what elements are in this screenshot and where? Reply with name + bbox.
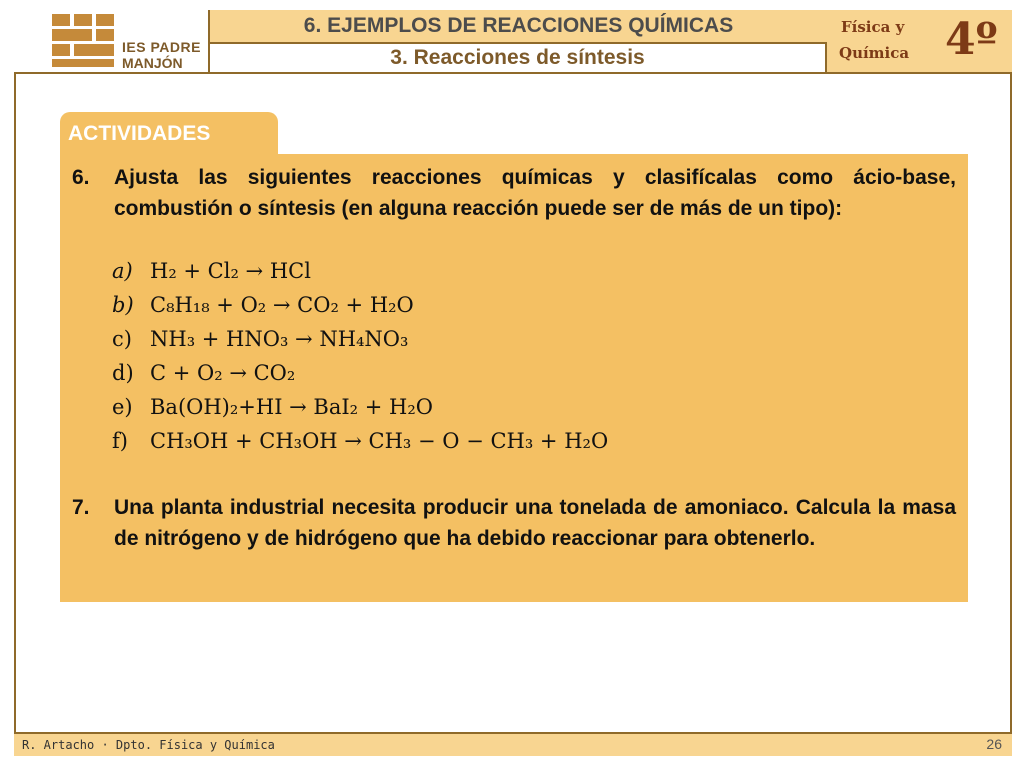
reaction-label: b): [112, 293, 134, 317]
activities-panel: [60, 154, 968, 602]
logo-text-line1: IES PADRE: [122, 39, 201, 55]
question-6: [72, 162, 956, 258]
subject-badge: [827, 10, 1012, 74]
reaction-b: [112, 288, 414, 322]
footer-author: R. Artacho · Dpto. Física y Química: [22, 738, 275, 752]
page-number: 26: [986, 736, 1002, 752]
reaction-equation: H₂ + Cl₂ → HCl: [150, 259, 311, 283]
reaction-label: e): [112, 395, 133, 419]
reaction-d: [112, 356, 296, 390]
question-text: Ajusta las siguientes reacciones químicas y clasifícalas como ácio-base, combustión o síntesis (en alguna reacción puede ser de más de un tipo):: [114, 166, 956, 220]
reaction-equation: C + O₂ → CO₂: [150, 361, 296, 385]
page-subtitle: 3. Reacciones de síntesis: [390, 46, 645, 69]
question-number: 7.: [72, 496, 90, 519]
reaction-f: [112, 424, 609, 458]
activities-tab: [60, 112, 278, 158]
reaction-equation: Ba(OH)₂+HI → BaI₂ + H₂O: [150, 395, 433, 419]
page-title: 6. EJEMPLOS DE REACCIONES QUÍMICAS: [303, 14, 734, 37]
reaction-label: c): [112, 327, 132, 351]
subject-line1: Física y: [841, 18, 905, 36]
grade-label: 4º: [945, 14, 998, 65]
footer: [14, 732, 1012, 756]
subtitle-bar: [210, 44, 827, 74]
reaction-label: f): [112, 429, 128, 453]
reaction-label: a): [112, 259, 133, 283]
reaction-equation: C₈H₁₈ + O₂ → CO₂ + H₂O: [150, 293, 414, 317]
logo-grid-icon: [52, 14, 118, 70]
question-number: 6.: [72, 166, 90, 189]
reaction-equation: NH₃ + HNO₃ → NH₄NO₃: [150, 327, 409, 351]
reaction-equation: CH₃OH + CH₃OH → CH₃ − O − CH₃ + H₂O: [150, 429, 609, 453]
school-logo: [14, 10, 210, 74]
subject-line2: Química: [839, 44, 910, 62]
reaction-a: [112, 254, 311, 288]
question-text: Una planta industrial necesita producir una tonelada de amoniaco. Calcula la masa de nitrógeno y de hidrógeno que ha debido reaccionar para obtenerlo.: [114, 496, 956, 550]
logo-text-line2: MANJÓN: [122, 55, 183, 71]
question-7: [72, 492, 956, 588]
reaction-e: [112, 390, 433, 424]
title-bar: [210, 10, 827, 44]
reaction-c: [112, 322, 409, 356]
reaction-label: d): [112, 361, 134, 385]
activities-tab-label: ACTIVIDADES: [68, 122, 211, 145]
